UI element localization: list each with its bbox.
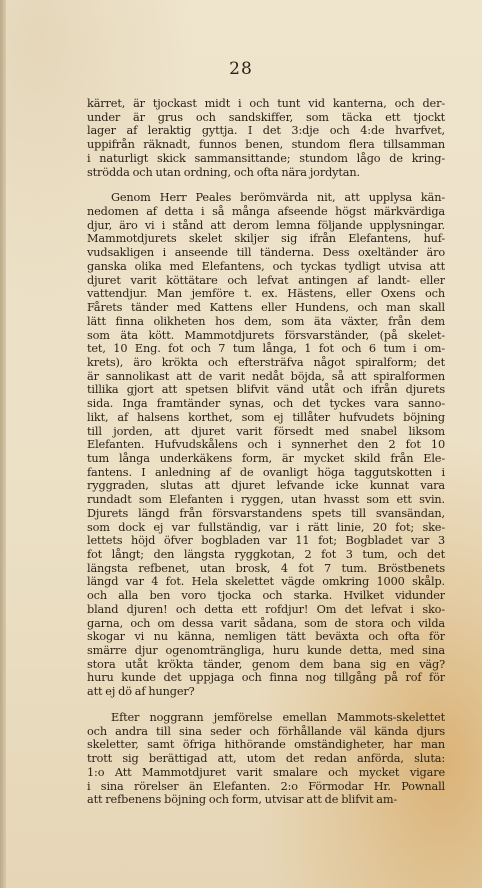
paragraph-gap [87, 699, 445, 711]
text-line: Djurets längd från försvarstandens spets till svansändan, [87, 506, 445, 520]
paragraph [87, 191, 445, 699]
text-line: tet, 10 Eng. fot och 7 tum långa, 1 fot och 6 tum i om- [87, 342, 445, 356]
text-line: uppifrån räknadt, funnos benen, stundom flera tillsamman [87, 138, 445, 152]
text-line: trott sig berättigad att, utom det redan anförda, sluta: [87, 752, 445, 766]
text-line: och andra till sina seder och förhållande väl kända djurs [87, 724, 445, 738]
paragraph-gap [87, 179, 445, 191]
text-line: garna, och om dessa varit sådana, som de stora och vilda [87, 616, 445, 630]
text-line: i naturligt skick sammansittande; stundom lågo de kring- [87, 151, 445, 165]
text-line: är sannolikast att de varit nedåt böjda, så att spiralformen [87, 369, 445, 383]
body-text [87, 97, 445, 807]
text-line: tillika gjort att spetsen blifvit vänd utåt och ifrån djurets [87, 383, 445, 397]
text-line: fot långt; den längsta ryggkotan, 2 fot 3 tum, och det [87, 548, 445, 561]
text-line: sida. Inga framtänder synas, och det tyckes vara sanno- [87, 397, 445, 411]
text-line: som dock ej var fullständig, var i rätt linie, 20 fot; ske- [87, 520, 445, 534]
text-line: huru kunde det uppjaga och finna nog tillgång på rof för [87, 671, 445, 685]
text-line: lätt finna olikheten hos dem, som äta växter, från dem [87, 314, 445, 328]
text-line: vattendjur. Man jemföre t. ex. Hästens, eller Oxens och [87, 287, 445, 301]
text-line: smärre djur ogenomträngliga, huru kunde detta, med sina [87, 644, 445, 658]
text-line: kärret, är tjockast midt i och tunt vid kanterna, och der- [87, 97, 445, 110]
text-line: nedomen af detta i så många afseende högst märkvärdiga [87, 205, 445, 219]
text-line: längsta refbenet, utan brosk, 4 fot 7 tum. Bröstbenets [87, 561, 445, 575]
text-line: stora utåt krökta tänder, genom dem bana sig en väg? [87, 657, 445, 671]
text-line: skogar vi nu känna, nemligen tätt beväxta och ofta för [87, 630, 445, 644]
text-line: likt, af halsens korthet, som ej tillåter hufvudets böjning [87, 410, 445, 424]
text-line: fantens. I anledning af de ovanligt höga taggutskotten i [87, 465, 445, 479]
text-line: lettets höjd öfver bogbladen var 11 fot; Bogbladet var 3 [87, 534, 445, 548]
text-line: lager af leraktig gyttja. I det 3:dje och 4:de hvarfvet, [87, 124, 445, 138]
text-line: som äta kött. Mammotdjurets försvarständer, (på skelet- [87, 328, 445, 342]
text-line: till jorden, att djuret varit försedt med snabel liksom [87, 424, 445, 438]
text-line: krets), äro krökta och eftersträfva något spiralform; det [87, 355, 445, 369]
text-line: Efter noggrann jemförelse emellan Mammots-skelettet [111, 710, 445, 724]
text-line: Mammotdjurets skelet skiljer sig ifrån Elefantens, huf- [87, 232, 445, 246]
text-line: längd var 4 fot. Hela skelettet vägde omkring 1000 skålp. [87, 575, 445, 589]
paragraph [87, 711, 445, 807]
text-line: Elefanten. Hufvudskålens och i synnerhet den 2 fot 10 [87, 438, 445, 452]
page-edge-shadow [0, 0, 6, 888]
text-line: tum långa underkäkens form, är mycket skild från Ele- [87, 451, 445, 465]
text-line: vudsakligen i anseende till tänderna. Dess oxeltänder äro [87, 246, 445, 260]
text-line: under är grus och sandskiffer, som täcka ett tjockt [87, 110, 445, 124]
text-line: och alla ben voro tjocka och starka. Hvilket vidunder [87, 589, 445, 603]
paragraph [87, 97, 445, 179]
text-line: skeletter, samt öfriga hithörande omständigheter, har man [87, 738, 445, 752]
text-line: att ej dö af hunger? [87, 685, 195, 699]
text-line: strödda och utan ordning, och ofta nära jordytan. [87, 165, 360, 179]
text-line: bland djuren! och detta ett rofdjur! Om det lefvat i sko- [87, 602, 445, 616]
text-line: djur, äro vi i stånd att derom lemna följande upplysningar. [87, 218, 445, 232]
text-line: Fårets tänder med Kattens eller Hundens, och man skall [87, 301, 445, 315]
text-line: Genom Herr Peales berömvärda nit, att upplysa kän- [111, 191, 445, 205]
text-line: ganska olika med Elefantens, och tyckas tydligt utvisa att [87, 259, 445, 273]
text-line: djuret varit köttätare och lefvat antingen af landt- eller [87, 273, 445, 287]
text-line: ryggraden, slutas att djuret lefvande icke kunnat vara [87, 479, 445, 493]
page-number: 28 [229, 59, 253, 79]
text-line: att refbenens böjning och form, utvisar att de blifvit am- [87, 793, 398, 807]
text-line: i sina rörelser än Elefanten. 2:o Förmodar Hr. Pownall [87, 779, 445, 793]
text-line: 1:o Att Mammotdjuret varit smalare och mycket vigare [87, 765, 445, 779]
text-line: rundadt som Elefanten i ryggen, utan hvasst som ett svin. [87, 493, 445, 507]
